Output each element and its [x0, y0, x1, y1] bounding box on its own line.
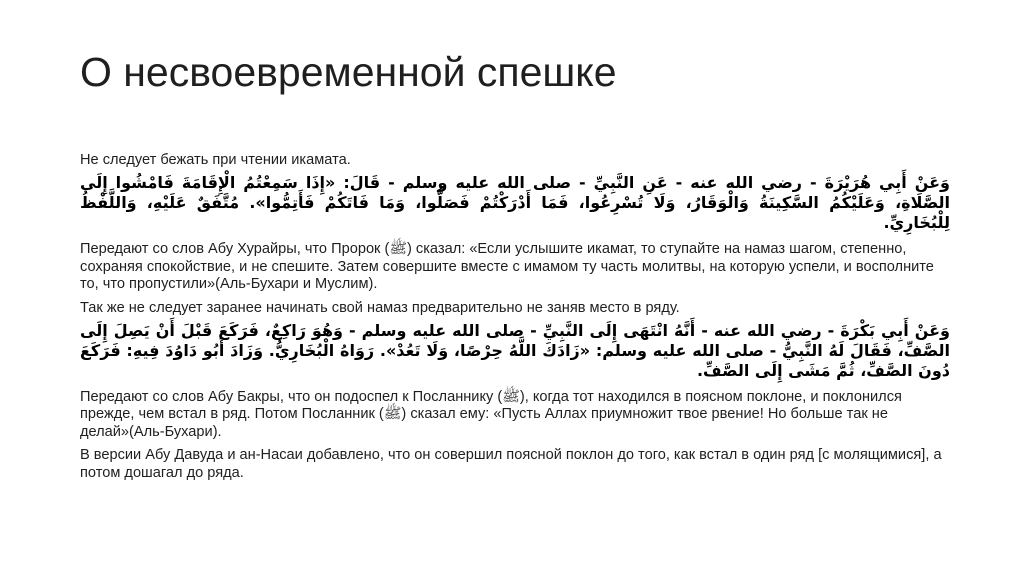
translation-abu-bakra: Передают со слов Абу Бакры, что он подоспел к Посланнику (ﷺ), когда тот находился в поясном поклоне, и поклонился прежде, чем встал в ряд. Потом Посланник (ﷺ) сказал ему: «Пусть Аллах приумножит твое рвение! Но больше так не делай»(Аль-Бухари). — [80, 389, 902, 440]
translation-abu-hurayra: Передают со слов Абу Хурайры, что Пророк (ﷺ) сказал: «Если услышите икамат, то ступайте на намаз шагом, степенно, сохраняя спокойствие, и не спешите. Затем совершите вместе с имамом ту часть молитвы, на которую успели, и восполните то, что пропустили»(Аль-Бухари и Муслим). — [80, 241, 934, 293]
intro-text-row: Так же не следует заранее начинать свой намаз предварительно не заняв место в ряду. — [80, 299, 680, 316]
note-abu-dawud-version: В версии Абу Давуда и ан-Насаи добавлено, что он совершил поясной поклон до того, как встал в один ряд [с молящимися], а потом дошагал до ряда. — [80, 447, 942, 481]
arabic-hadith-abu-bakra: وَعَنْ أَبِي بَكْرَةَ - رضي الله عنه - أَنَّهُ انْتَهَى إِلَى النَّبِيِّ - صلى الله عليه وسلم - وَهُوَ رَاكِعٌ، فَرَكَعَ قَبْلَ أَنْ يَصِلَ إِلَى الصَّفِّ، فَقَالَ لَهُ النَّبِيُّ - صلى الله عليه وسلم: «زَادَكَ اللَّهُ حِرْصًا، وَلَا تَعُدْ». رَوَاهُ الْبُخَارِيُّ. وَزَادَ أَبُو دَاوُدَ فِيهِ: فَرَكَعَ دُونَ الصَّفِّ، ثُمَّ مَشَى إِلَى الصَّفِّ. — [80, 321, 950, 381]
arabic-hadith-abu-hurayra: وَعَنْ أَبِي هُرَيْرَةَ - رضي الله عنه - عَنِ النَّبِيِّ - صلى الله عليه وسلم - قَالَ: «إِذَا سَمِعْتُمُ الْإِقَامَةَ فَامْشُوا إِلَى الصَّلَاةِ، وَعَلَيْكُمُ السَّكِينَةُ وَالْوَقَارُ، وَلَا تُسْرِعُوا، فَمَا أَدْرَكْتُمْ فَصَلُّوا، وَمَا فَاتَكُمْ فَأَتِمُّوا». مُتَّفَقٌ عَلَيْهِ، وَاللَّفْظُ لِلْبُخَارِيِّ. — [80, 173, 950, 233]
slide-title: О несвоевременной спешке — [80, 49, 617, 95]
intro-text-iqamah: Не следует бежать при чтении икамата. — [80, 152, 351, 168]
slide-body — [80, 152, 950, 562]
